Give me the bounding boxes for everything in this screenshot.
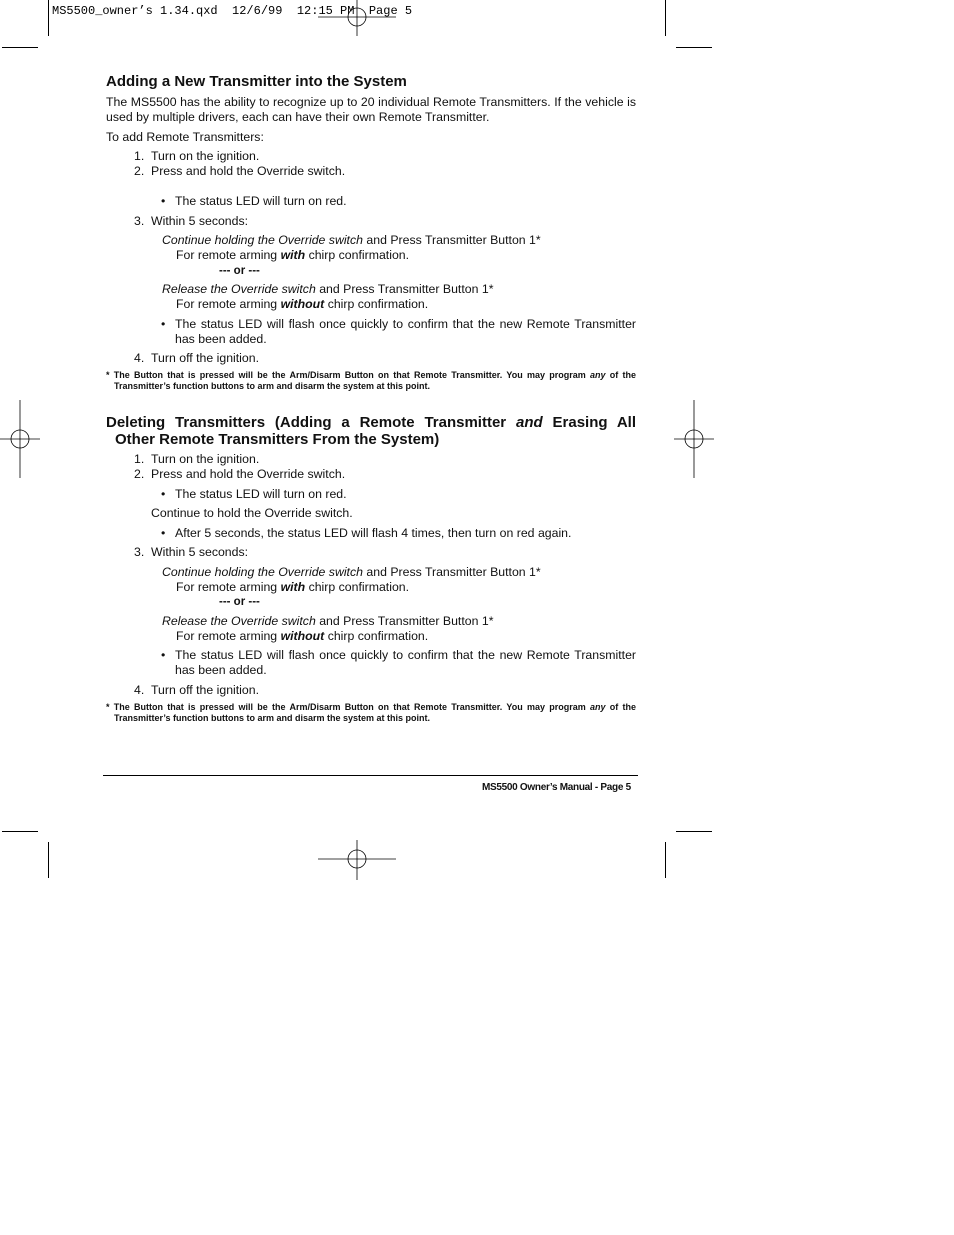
step-text: Turn off the ignition.: [151, 351, 260, 365]
option-with-chirp: [106, 580, 636, 595]
page-footer: MS5500 Owner’s Manual - Page 5: [482, 782, 631, 793]
bullet-led-flash: [106, 648, 636, 678]
bullet-text: has been added.: [175, 663, 267, 677]
registration-mark-right-icon: [674, 400, 714, 478]
step-4: [106, 683, 636, 698]
option-emphasis: Continue holding the Override switch: [162, 233, 363, 247]
registration-mark-bottom-icon: [318, 840, 396, 880]
bullet-icon: •: [161, 526, 166, 540]
section1-to-add: To add Remote Transmitters:: [106, 130, 264, 144]
section1-footnote: [106, 370, 636, 392]
option-emphasis: Release the Override switch: [162, 614, 316, 628]
option-release: [106, 614, 636, 629]
or-divider: --- or ---: [219, 265, 260, 277]
sub-emphasis: with: [280, 248, 306, 262]
option-text: and Press Transmitter Button 1*: [362, 565, 541, 579]
sub-emphasis: with: [280, 580, 306, 594]
option-without-chirp: [106, 297, 636, 312]
sub-text: chirp confirmation.: [305, 248, 410, 262]
or-divider: --- or ---: [219, 596, 260, 608]
sub-text: chirp confirmation.: [324, 297, 429, 311]
section1-intro: The MS5500 has the ability to recognize up to 20 individual Remote Transmitters. If the vehicle is used by multiple drivers, each can have their own Remote Transmitter.: [106, 95, 636, 124]
bullet-text: The status LED will flash once quickly to confirm that the new Remote Transmitter: [175, 648, 636, 662]
footnote-text: Transmitter’s function buttons to arm and disarm the system at this point.: [114, 381, 431, 391]
bullet-text: The status LED will flash once quickly to confirm that the new Remote Transmitter: [175, 317, 636, 331]
step-number: 4.: [134, 683, 145, 697]
option-continue-holding: [106, 565, 636, 580]
option-release: [106, 282, 636, 297]
section2-heading: [106, 414, 636, 431]
step-number: 1.: [134, 149, 145, 163]
bullet-text: The status LED will turn on red.: [175, 487, 347, 501]
step-text: Within 5 seconds:: [151, 545, 249, 559]
footnote-text: of the: [605, 702, 637, 712]
step-text: Press and hold the Override switch.: [151, 467, 346, 481]
continue-hold-text: Continue to hold the Override switch.: [151, 506, 353, 520]
step-text: Press and hold the Override switch.: [151, 164, 346, 178]
footnote-emphasis: any: [589, 702, 606, 712]
sub-text: For remote arming: [176, 629, 281, 643]
sub-text: For remote arming: [176, 580, 281, 594]
step-3: [106, 545, 636, 560]
option-with-chirp: [106, 248, 636, 263]
sub-text: For remote arming: [176, 297, 281, 311]
bullet-led-red: [106, 194, 636, 209]
heading-text: Deleting Transmitters (Adding a Remote Transmitter: [106, 414, 516, 431]
sub-text: chirp confirmation.: [305, 580, 410, 594]
section2-heading-line2: Other Remote Transmitters From the System): [115, 431, 440, 448]
footnote-text: * The Button that is pressed will be the Arm/Disarm Button on that Remote Transmitter. You may program: [106, 370, 590, 380]
section1-heading: Adding a New Transmitter into the System: [106, 73, 407, 90]
page-content: [106, 73, 636, 724]
bullet-text: has been added.: [175, 332, 267, 346]
step-text: Turn on the ignition.: [151, 452, 260, 466]
option-emphasis: Release the Override switch: [162, 282, 316, 296]
option-emphasis: Continue holding the Override switch: [162, 565, 363, 579]
footer-rule: [103, 775, 638, 776]
step-text: Turn off the ignition.: [151, 683, 260, 697]
bullet-icon: •: [161, 648, 166, 662]
option-text: and Press Transmitter Button 1*: [315, 282, 494, 296]
bullet-icon: •: [161, 317, 166, 331]
bullet-led-red: [106, 487, 636, 502]
section2-footnote: [106, 702, 636, 724]
footnote-emphasis: any: [589, 370, 606, 380]
option-continue-holding: [106, 233, 636, 248]
heading-text: Erasing All: [542, 414, 636, 431]
sub-emphasis: without: [280, 297, 325, 311]
step-1: [106, 149, 636, 164]
step-4: [106, 351, 636, 366]
step-number: 2.: [134, 164, 145, 178]
step-2: [106, 164, 636, 179]
step-text: Turn on the ignition.: [151, 149, 260, 163]
step-number: 4.: [134, 351, 145, 365]
bullet-icon: •: [161, 487, 166, 501]
bullet-led-flash: [106, 317, 636, 347]
step-3: [106, 214, 636, 229]
heading-emphasis: and: [516, 414, 543, 431]
registration-mark-left-icon: [0, 400, 40, 478]
step-2: [106, 467, 636, 482]
step-number: 3.: [134, 545, 145, 559]
bullet-text: The status LED will turn on red.: [175, 194, 347, 208]
footnote-text: Transmitter’s function buttons to arm and disarm the system at this point.: [114, 713, 431, 723]
footnote-text: * The Button that is pressed will be the Arm/Disarm Button on that Remote Transmitter. You may program: [106, 702, 590, 712]
option-text: and Press Transmitter Button 1*: [315, 614, 494, 628]
step-1: [106, 452, 636, 467]
sub-emphasis: without: [280, 629, 325, 643]
bullet-led-flash-4: [106, 526, 636, 541]
footnote-text: of the: [605, 370, 637, 380]
option-text: and Press Transmitter Button 1*: [362, 233, 541, 247]
step-number: 3.: [134, 214, 145, 228]
step-text: Within 5 seconds:: [151, 214, 249, 228]
sub-text: chirp confirmation.: [324, 629, 429, 643]
sub-text: For remote arming: [176, 248, 281, 262]
file-slug: MS5500_owner’s 1.34.qxd 12/6/99 12:15 PM Page 5: [52, 4, 413, 18]
bullet-icon: •: [161, 194, 166, 208]
step-number: 1.: [134, 452, 145, 466]
bullet-text: After 5 seconds, the status LED will flash 4 times, then turn on red again.: [175, 526, 572, 540]
option-without-chirp: [106, 629, 636, 644]
step-number: 2.: [134, 467, 145, 481]
